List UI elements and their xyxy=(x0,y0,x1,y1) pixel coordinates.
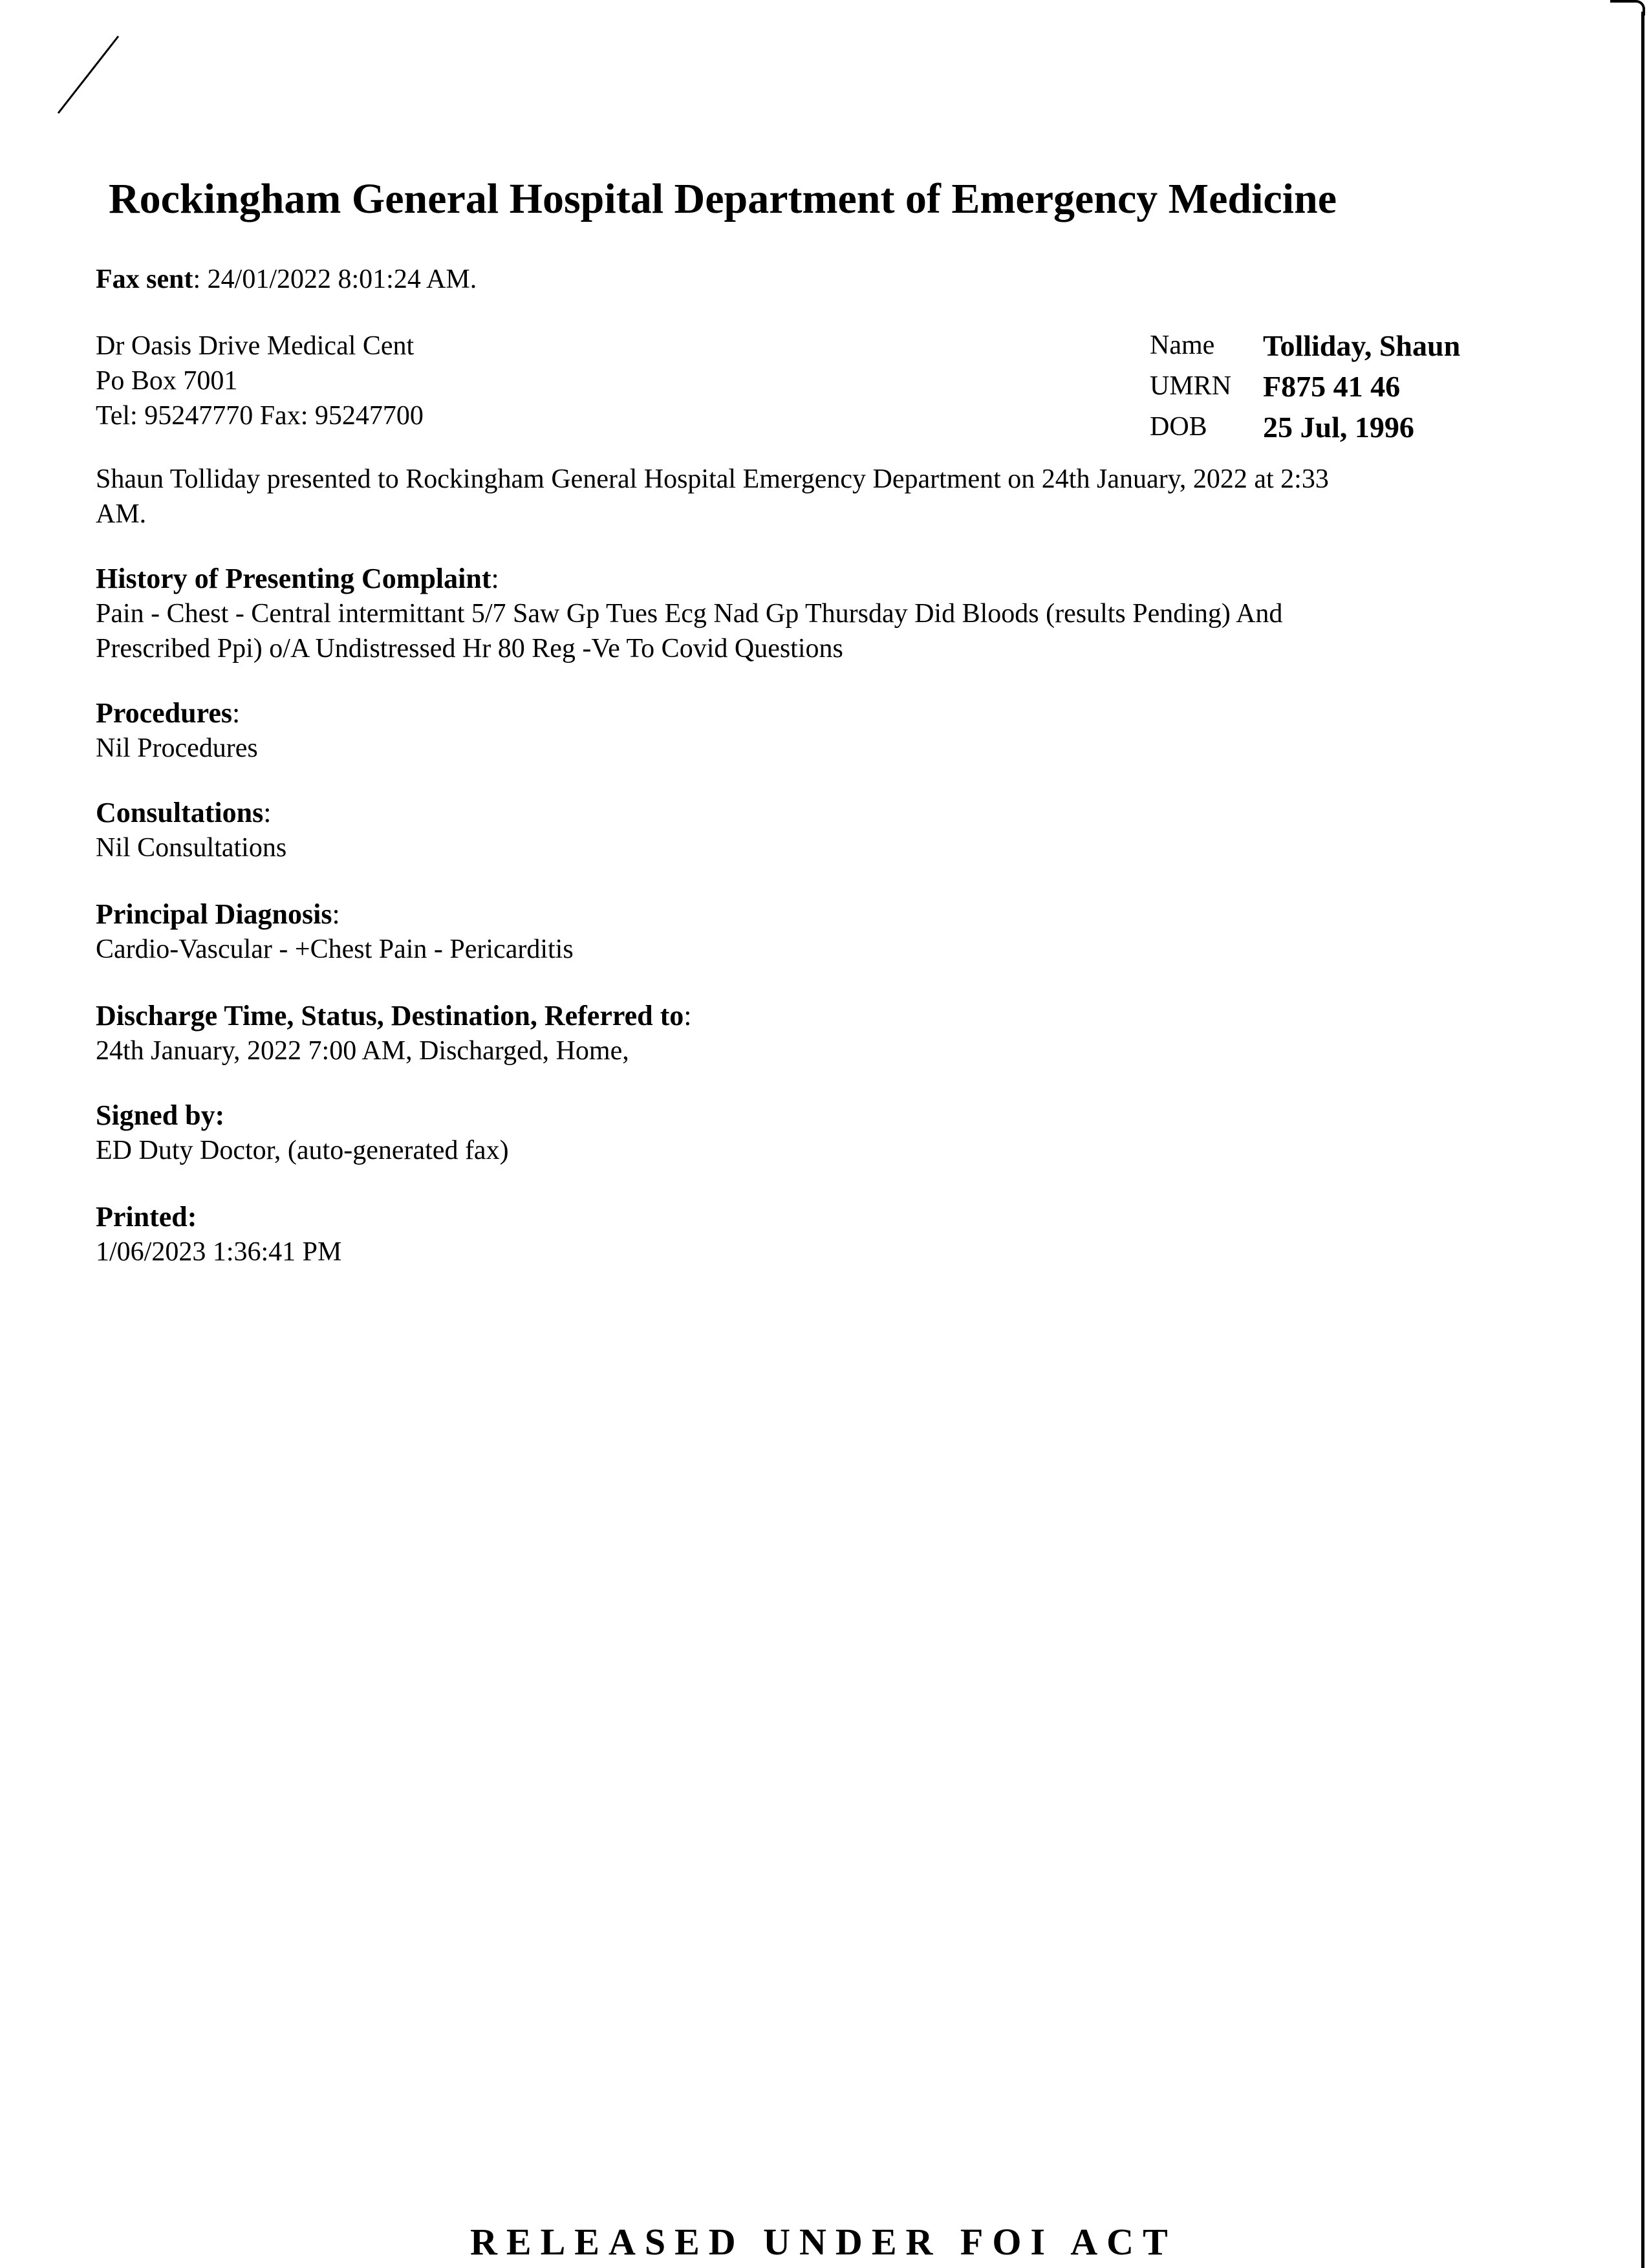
fax-sent-value: : 24/01/2022 8:01:24 AM. xyxy=(193,265,477,294)
page-title: Rockingham General Hospital Department of Emergency Medicine xyxy=(109,175,1337,222)
section-heading: Principal Diagnosis xyxy=(96,898,332,930)
section-text: Cardio-Vascular - +Chest Pain - Pericarditis xyxy=(96,934,574,964)
page-corner-mark xyxy=(1610,0,1645,16)
heading-colon: : xyxy=(232,697,241,729)
section-heading: History of Presenting Complaint xyxy=(96,563,491,594)
section-heading: Consultations xyxy=(96,797,264,828)
section-procedures xyxy=(96,696,258,766)
section-text: Nil Procedures xyxy=(96,733,258,763)
fax-sent xyxy=(96,262,477,297)
section-heading: Procedures xyxy=(96,697,232,729)
patient-dob: 25 Jul, 1996 xyxy=(1263,411,1414,444)
patient-name: Tolliday, Shaun xyxy=(1263,329,1461,362)
summary-line: AM. xyxy=(96,499,147,529)
umrn-label: UMRN xyxy=(1150,371,1232,401)
foi-release-stamp: RELEASED UNDER FOI ACT xyxy=(470,2221,1177,2263)
section-text: Nil Consultations xyxy=(96,833,287,863)
section-heading: Printed: xyxy=(96,1201,197,1233)
section-history xyxy=(96,561,1282,666)
dob-label: DOB xyxy=(1150,412,1207,442)
section-text: Pain - Chest - Central intermittant 5/7 Saw Gp Tues Ecg Nad Gp Thursday Did Bloods (results Pending) And xyxy=(96,599,1283,629)
section-consultations xyxy=(96,795,286,865)
sender-line: Dr Oasis Drive Medical Cent xyxy=(96,331,415,361)
presentation-summary xyxy=(96,462,1329,532)
section-text: ED Duty Doctor, (auto-generated fax) xyxy=(96,1136,509,1165)
section-diagnosis xyxy=(96,897,574,967)
section-heading: Discharge Time, Status, Destination, Referred to xyxy=(96,1000,684,1031)
patient-umrn: F875 41 46 xyxy=(1263,370,1401,403)
section-discharge xyxy=(96,999,691,1068)
sender-line: Tel: 95247770 Fax: 95247700 xyxy=(96,401,424,431)
pen-mark xyxy=(52,32,123,120)
heading-colon: : xyxy=(491,563,499,594)
heading-colon: : xyxy=(263,797,272,828)
summary-line: Shaun Tolliday presented to Rockingham General Hospital Emergency Department on 24th January, 2022 at 2:33 xyxy=(96,464,1329,494)
section-signed-by xyxy=(96,1098,509,1168)
page-edge-line xyxy=(1641,12,1644,2268)
section-text: 1/06/2023 1:36:41 PM xyxy=(96,1237,342,1267)
patient-details xyxy=(1150,329,1461,452)
sender-address xyxy=(96,329,424,433)
sender-line: Po Box 7001 xyxy=(96,366,238,396)
section-heading: Signed by: xyxy=(96,1099,225,1131)
section-text: Prescribed Ppi) o/A Undistressed Hr 80 Reg -Ve To Covid Questions xyxy=(96,634,843,664)
section-text: 24th January, 2022 7:00 AM, Discharged, Home, xyxy=(96,1036,629,1066)
heading-colon: : xyxy=(332,898,340,930)
heading-colon: : xyxy=(684,1000,692,1031)
fax-sent-label: Fax sent xyxy=(96,265,193,294)
name-label: Name xyxy=(1150,330,1215,360)
section-printed xyxy=(96,1200,341,1269)
